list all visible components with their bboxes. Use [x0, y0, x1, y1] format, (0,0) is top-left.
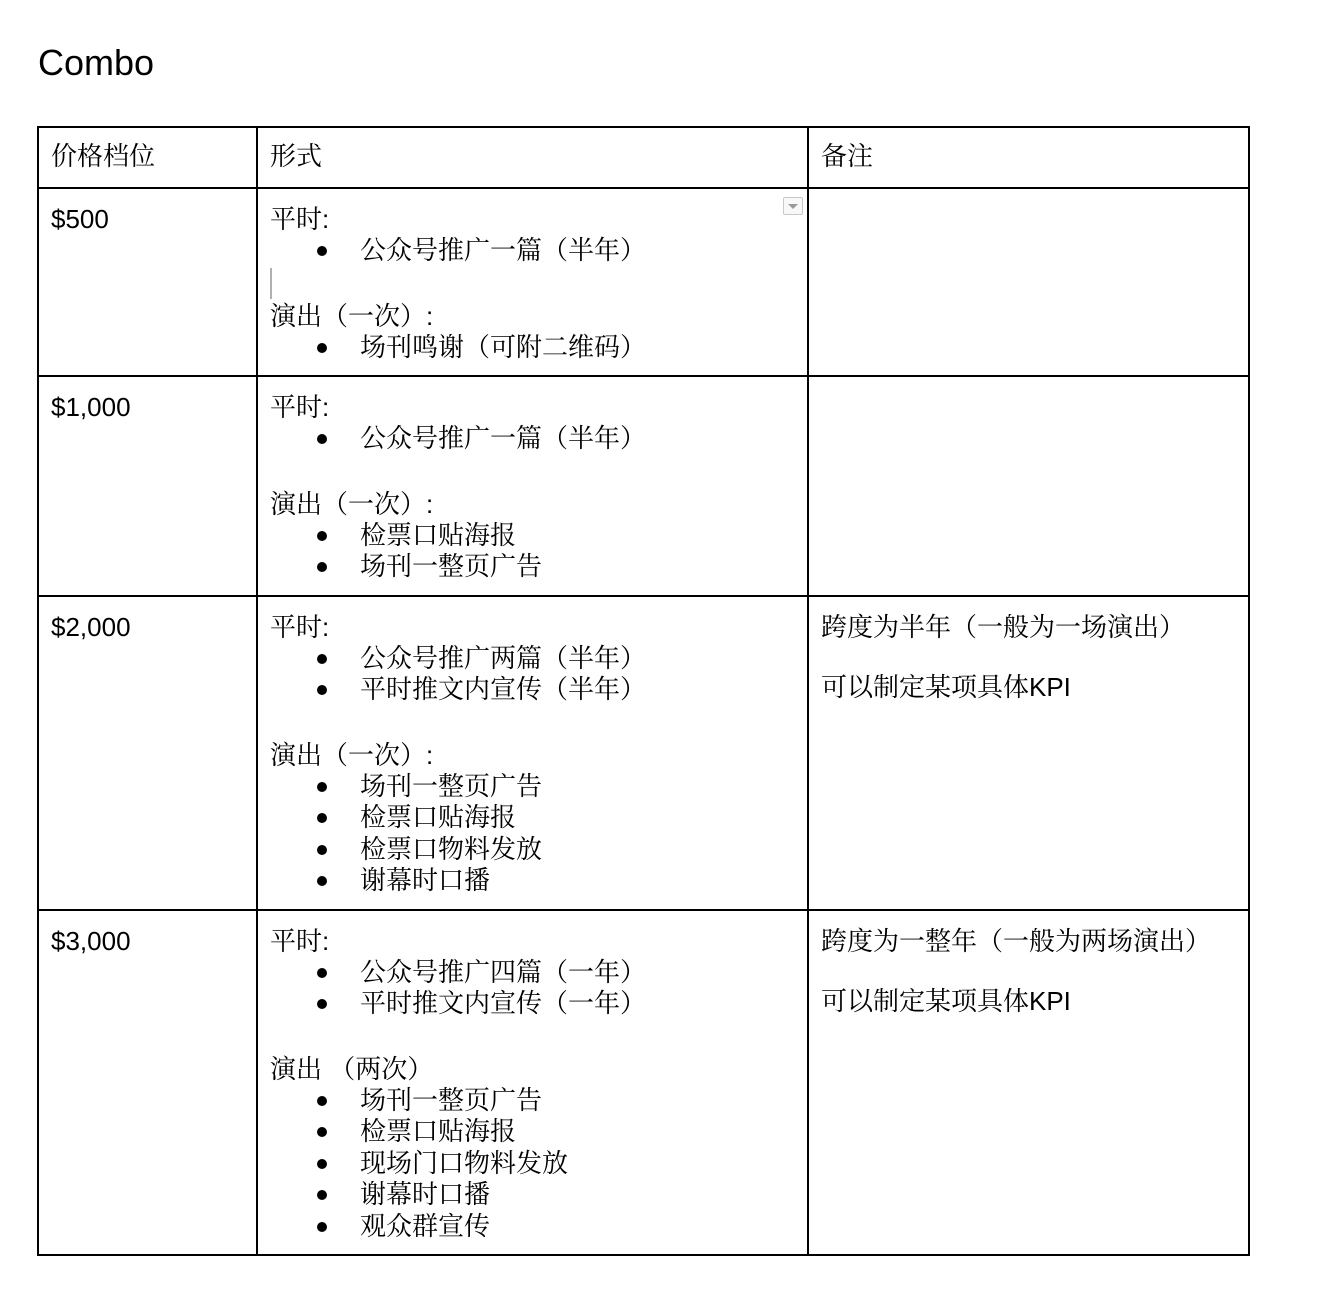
show-items-list	[270, 520, 795, 583]
table-row	[38, 188, 1249, 376]
header-notes[interactable]: 备注	[808, 127, 1249, 188]
document-title: Combo	[38, 42, 155, 83]
price-cell[interactable]: $500	[38, 188, 257, 376]
list-item: 场刊一整页广告	[270, 1085, 795, 1117]
table-row	[38, 376, 1249, 596]
show-items-list	[270, 332, 795, 364]
price-cell[interactable]: $3,000	[38, 910, 257, 1256]
regular-items-list	[270, 235, 795, 267]
text-cursor-line	[270, 267, 795, 300]
format-cell[interactable]	[257, 188, 808, 376]
note-text: 可以制定某项具体KPI	[821, 985, 1071, 1016]
text-cursor-icon	[270, 268, 272, 299]
header-price-tier[interactable]: 价格档位	[38, 127, 257, 188]
note-text: 跨度为一整年（一般为两场演出）	[821, 925, 1212, 956]
notes-cell[interactable]	[808, 910, 1249, 1256]
list-item: 谢幕时口播	[270, 865, 795, 897]
list-item: 公众号推广四篇（一年）	[270, 957, 795, 989]
note-text: 跨度为半年（一般为一场演出）	[821, 611, 1186, 642]
show-label: 演出（一次）:	[270, 488, 434, 519]
regular-items-list	[270, 423, 795, 455]
list-item: 检票口物料发放	[270, 834, 795, 866]
list-item: 平时推文内宣传（半年）	[270, 674, 795, 706]
list-item: 场刊一整页广告	[270, 771, 795, 803]
list-item: 公众号推广一篇（半年）	[270, 423, 795, 455]
list-item: 检票口贴海报	[270, 1116, 795, 1148]
list-item: 检票口贴海报	[270, 802, 795, 834]
list-item: 检票口贴海报	[270, 520, 795, 552]
notes-cell[interactable]	[808, 188, 1249, 376]
format-cell[interactable]	[257, 376, 808, 596]
regular-label: 平时:	[270, 925, 330, 956]
show-label: 演出 （两次）	[270, 1053, 434, 1084]
list-item: 谢幕时口播	[270, 1179, 795, 1211]
header-format[interactable]: 形式	[257, 127, 808, 188]
regular-label: 平时:	[270, 204, 330, 234]
price-cell[interactable]: $2,000	[38, 596, 257, 910]
regular-items-list	[270, 643, 795, 706]
table-row	[38, 910, 1249, 1256]
list-item: 场刊一整页广告	[270, 551, 795, 583]
list-item: 公众号推广一篇（半年）	[270, 235, 795, 267]
show-label: 演出（一次）:	[270, 739, 434, 770]
regular-label: 平时:	[270, 392, 330, 422]
show-items-list	[270, 771, 795, 897]
note-text: 可以制定某项具体KPI	[821, 671, 1071, 702]
price-cell[interactable]: $1,000	[38, 376, 257, 596]
format-cell[interactable]	[257, 910, 808, 1256]
combo-table	[37, 126, 1250, 1256]
dropdown-arrow-icon[interactable]	[783, 197, 803, 215]
format-cell[interactable]	[257, 596, 808, 910]
regular-label: 平时:	[270, 611, 330, 642]
show-label: 演出（一次）:	[270, 300, 434, 331]
table-row	[38, 596, 1249, 910]
list-item: 公众号推广两篇（半年）	[270, 643, 795, 675]
notes-cell[interactable]	[808, 376, 1249, 596]
notes-cell[interactable]	[808, 596, 1249, 910]
regular-items-list	[270, 957, 795, 1020]
list-item: 平时推文内宣传（一年）	[270, 988, 795, 1020]
list-item: 场刊鸣谢（可附二维码）	[270, 332, 795, 364]
show-items-list	[270, 1085, 795, 1243]
list-item: 现场门口物料发放	[270, 1148, 795, 1180]
table-header-row	[38, 127, 1249, 188]
list-item: 观众群宣传	[270, 1211, 795, 1243]
